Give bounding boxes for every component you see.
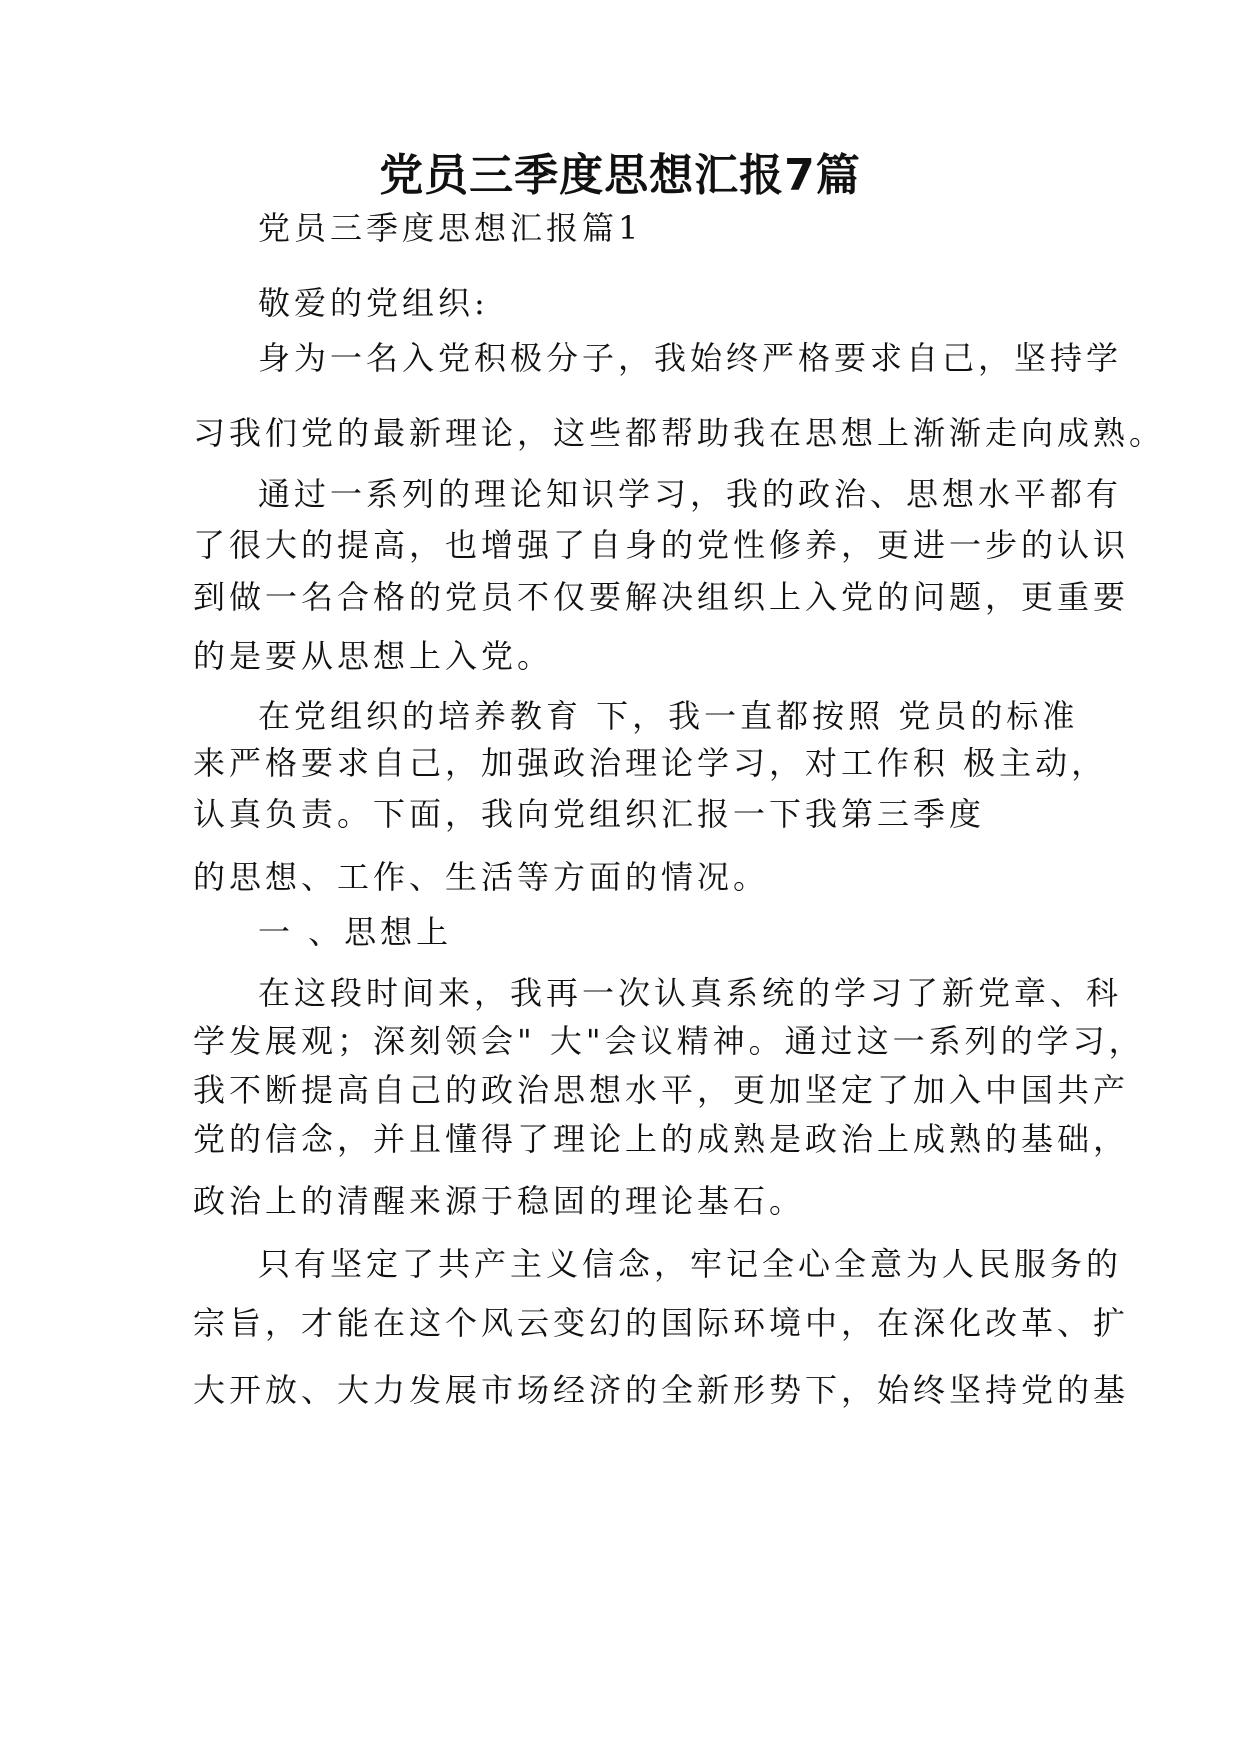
paragraph-line: 到做一名合格的党员不仅要解决组织上入党的问题，更重要 (193, 578, 1130, 616)
section-heading: 党员三季度思想汇报篇1 (258, 209, 643, 247)
paragraph-line: 学发展观；深刻领会" 大"会议精神。通过这一系列的学习， (193, 1022, 1145, 1060)
paragraph-line: 党的信念，并且懂得了理论上的成熟是政治上成熟的基础， (193, 1120, 1130, 1158)
salutation: 敬爱的党组织: (258, 284, 489, 322)
paragraph-line: 在这段时间来，我再一次认真系统的学习了新党章、科 (258, 974, 1123, 1012)
paragraph-line: 政治上的清醒来源于稳固的理论基石。 (193, 1182, 806, 1220)
paragraph-line: 的思想、工作、生活等方面的情况。 (193, 858, 770, 896)
paragraph-line: 认真负责。下面，我向党组织汇报一下我第三季度 (193, 795, 986, 833)
paragraph-line: 了很大的提高，也增强了自身的党性修养，更进一步的认识 (193, 526, 1130, 564)
paragraph-line: 大开放、大力发展市场经济的全新形势下，始终坚持党的基 (193, 1371, 1130, 1409)
paragraph-line: 身为一名入党积极分子，我始终严格要求自己，坚持学 (258, 339, 1123, 377)
paragraph-line: 我不断提高自己的政治思想水平，更加坚定了加入中国共产 (193, 1071, 1130, 1109)
paragraph-line: 的是要从思想上入党。 (193, 637, 554, 675)
paragraph-line: 来严格要求自己，加强政治理论学习，对工作积 极主动， (193, 744, 1108, 782)
paragraph-line: 宗旨，才能在这个风云变幻的国际环境中，在深化改革、扩 (193, 1304, 1130, 1342)
subsection-heading: 一 、思想上 (258, 913, 453, 951)
paragraph-line: 只有坚定了共产主义信念，牢记全心全意为人民服务的 (258, 1245, 1123, 1283)
paragraph-line: 习我们党的最新理论，这些都帮助我在思想上渐渐走向成熟。 (193, 414, 1166, 452)
document-title: 党员三季度思想汇报7篇 (379, 150, 861, 201)
paragraph-line: 通过一系列的理论知识学习，我的政治、思想水平都有 (258, 475, 1123, 513)
paragraph-line: 在党组织的培养教育 下，我一直都按照 党员的标准 (258, 697, 1079, 735)
